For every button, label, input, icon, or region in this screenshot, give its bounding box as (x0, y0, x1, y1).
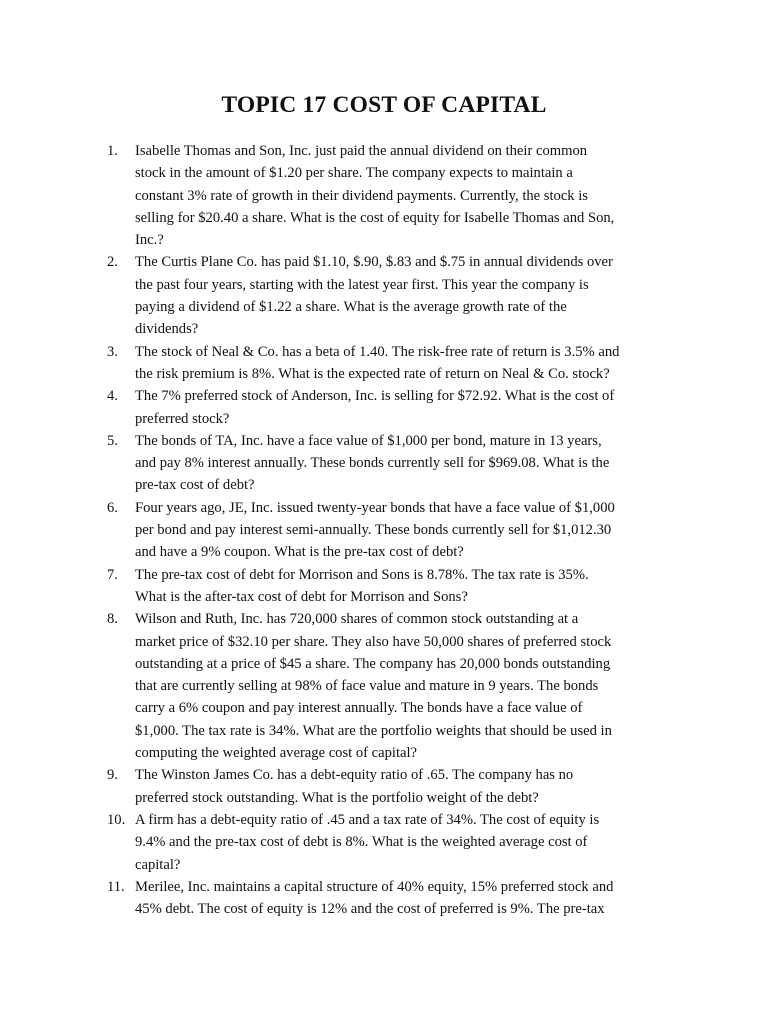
question-item (107, 876, 677, 921)
question-text-line: The 7% preferred stock of Anderson, Inc. is selling for $72.92. What is the cost of (135, 388, 615, 405)
question-text-line: and pay 8% interest annually. These bonds currently sell for $969.08. What is the (135, 455, 610, 472)
question-text-line: computing the weighted average cost of capital? (135, 745, 418, 762)
question-text-line: per bond and pay interest semi-annually. These bonds currently sell for $1,012.30 (135, 522, 612, 539)
question-text-line: A firm has a debt-equity ratio of .45 and a tax rate of 34%. The cost of equity is (135, 811, 600, 828)
question-list (107, 140, 677, 920)
question-item (107, 764, 677, 809)
question-text-line: paying a dividend of $1.22 a share. What is the average growth rate of the (135, 299, 567, 316)
question-text-line: and have a 9% coupon. What is the pre-tax cost of debt? (135, 544, 464, 561)
question-number: 1. (107, 143, 118, 159)
question-number: 4. (107, 388, 118, 405)
question-number: 8. (107, 611, 118, 628)
question-text-line: The Winston James Co. has a debt-equity ratio of .65. The company has no (135, 767, 574, 784)
question-item (107, 430, 677, 497)
question-text-line: 45% debt. The cost of equity is 12% and the cost of preferred is 9%. The pre-tax (135, 901, 605, 918)
question-text-line: The pre-tax cost of debt for Morrison and Sons is 8.78%. The tax rate is 35%. (135, 566, 589, 583)
question-text-line: pre-tax cost of debt? (135, 477, 255, 494)
question-text-line: preferred stock? (135, 410, 230, 427)
question-text-line: Inc.? (135, 232, 164, 249)
question-item (107, 341, 677, 386)
question-item (107, 809, 677, 876)
question-item (107, 251, 677, 340)
question-number: 6. (107, 499, 118, 516)
question-item (107, 140, 677, 251)
page-title: TOPIC 17 COST OF CAPITAL (221, 92, 547, 118)
question-item (107, 608, 677, 764)
question-text-line: $1,000. The tax rate is 34%. What are the portfolio weights that should be used in (135, 722, 612, 739)
question-text-line: Wilson and Ruth, Inc. has 720,000 shares of common stock outstanding at a (135, 611, 579, 628)
question-text-line: The Curtis Plane Co. has paid $1.10, $.90, $.83 and $.75 in annual dividends over (135, 254, 613, 271)
question-text-line: selling for $20.40 a share. What is the cost of equity for Isabelle Thomas and Son, (135, 209, 615, 226)
question-text-line: The bonds of TA, Inc. have a face value of $1,000 per bond, mature in 13 years, (135, 432, 602, 449)
question-number: 2. (107, 254, 118, 271)
question-text-line: the risk premium is 8%. What is the expected rate of return on Neal & Co. stock? (135, 365, 610, 382)
question-text-line: that are currently selling at 98% of face value and mature in 9 years. The bonds (135, 678, 599, 695)
question-text-line: 9.4% and the pre-tax cost of debt is 8%. What is the weighted average cost of (135, 834, 588, 851)
question-item (107, 385, 677, 430)
question-text-line: constant 3% rate of growth in their dividend payments. Currently, the stock is (135, 187, 588, 204)
question-text-line: market price of $32.10 per share. They also have 50,000 shares of preferred stock (135, 633, 612, 650)
question-text-line: The stock of Neal & Co. has a beta of 1.40. The risk-free rate of return is 3.5% and (135, 343, 620, 360)
question-text-line: What is the after-tax cost of debt for Morrison and Sons? (135, 588, 468, 605)
question-text-line: dividends? (135, 321, 199, 338)
question-number: 7. (107, 566, 118, 583)
question-text-line: stock in the amount of $1.20 per share. The company expects to maintain a (135, 165, 573, 182)
question-number: 3. (107, 343, 118, 360)
question-number: 5. (107, 432, 118, 449)
question-text-line: carry a 6% coupon and pay interest annually. The bonds have a face value of (135, 700, 583, 717)
question-number: 9. (107, 767, 118, 784)
question-number: 11. (107, 878, 125, 895)
question-text-line: Four years ago, JE, Inc. issued twenty-year bonds that have a face value of $1,000 (135, 499, 615, 516)
question-text-line: Isabelle Thomas and Son, Inc. just paid the annual dividend on their common (135, 143, 588, 159)
question-text-line: Merilee, Inc. maintains a capital structure of 40% equity, 15% preferred stock and (135, 878, 614, 895)
question-text-line: preferred stock outstanding. What is the portfolio weight of the debt? (135, 789, 539, 806)
question-text-line: capital? (135, 856, 181, 873)
question-text-line: outstanding at a price of $45 a share. The company has 20,000 bonds outstanding (135, 655, 611, 672)
question-item (107, 497, 677, 564)
question-item (107, 564, 677, 609)
question-text-line: the past four years, starting with the latest year first. This year the company is (135, 276, 589, 293)
question-number: 10. (107, 811, 126, 828)
